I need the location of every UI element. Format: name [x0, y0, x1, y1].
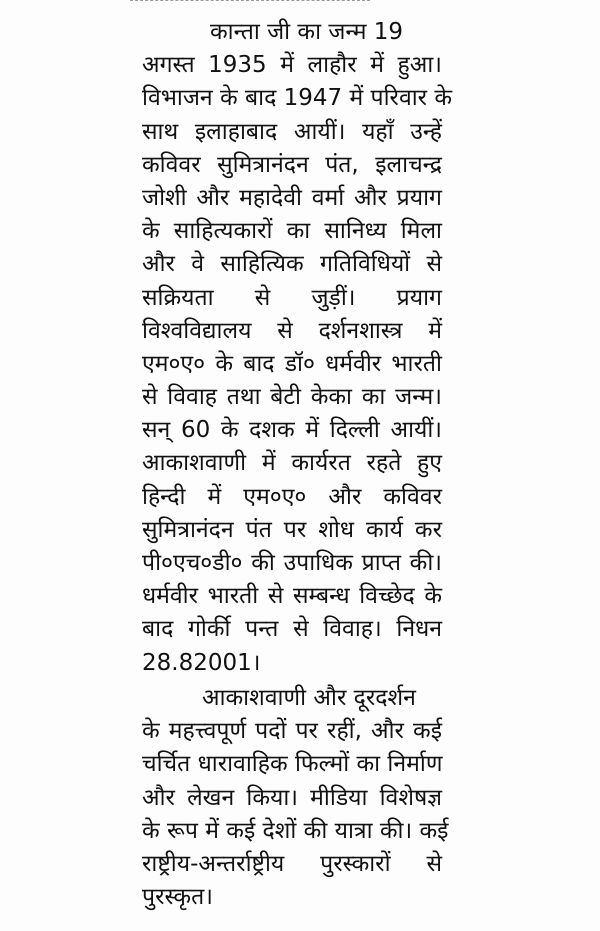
text-line: पुरस्कृत। — [142, 884, 213, 911]
text-line: सन् 60 के दशक में दिल्ली आयीं। — [142, 417, 442, 444]
text-line: बाद गोर्की पन्त से विवाह। निधन — [142, 616, 442, 643]
text-line: के महत्त्वपूर्ण पदों पर रहीं, और कई — [142, 718, 442, 745]
text-line: अगस्त 1935 में लाहौर में हुआ। — [142, 52, 442, 79]
top-divider — [130, 0, 370, 4]
text-line: जोशी और महादेवी वर्मा और प्रयाग — [142, 184, 442, 211]
text-line: सक्रियता से जुड़ीं। प्रयाग — [142, 284, 442, 311]
paragraph-biography — [142, 16, 453, 680]
text-line: के साहित्यकारों का सानिध्य मिला — [142, 218, 442, 245]
text-line: कान्ता जी का जन्म 19 — [210, 19, 404, 45]
text-line: 28.82001। — [142, 649, 261, 676]
text-line: विभाजन के बाद 1947 में परिवार के — [142, 85, 453, 112]
text-line: से विवाह तथा बेटी केका का जन्म। — [142, 384, 442, 411]
text-line: कविवर सुमित्रानंदन पंत, इलाचन्द्र — [142, 151, 442, 178]
text-line: के रूप में कई देशों की यात्रा की। कई — [142, 817, 449, 844]
text-line: और वे साहित्यिक गतिविधियों से — [142, 251, 442, 278]
paragraph-career — [142, 682, 449, 914]
text-line: एम०ए० के बाद डॉ० धर्मवीर भारती — [142, 350, 442, 377]
text-line: हिन्दी में एम०ए० और कविवर — [142, 483, 442, 510]
text-line: आकाशवाणी में कार्यरत रहते हुए — [142, 450, 442, 477]
text-line: राष्ट्रीय-अन्तर्राष्ट्रीय पुरस्कारों से — [142, 850, 442, 877]
text-line: धर्मवीर भारती से सम्बन्ध विच्छेद के — [142, 583, 442, 610]
text-line: और लेखन किया। मीडिया विशेषज्ञ — [142, 784, 442, 811]
text-line: साथ इलाहाबाद आयीं। यहाँ उन्हें — [142, 118, 442, 145]
text-line: पी०एच०डी० की उपाधिक प्राप्त की। — [142, 550, 442, 576]
text-line: सुमित्रानंदन पंत पर शोध कार्य कर — [142, 516, 442, 543]
text-line: आकाशवाणी और दूरदर्शन — [202, 685, 416, 711]
text-line: चर्चित धारावाहिक फिल्मों का निर्माण — [142, 751, 443, 778]
text-line: विश्वविद्यालय से दर्शनशास्त्र में — [142, 317, 442, 344]
